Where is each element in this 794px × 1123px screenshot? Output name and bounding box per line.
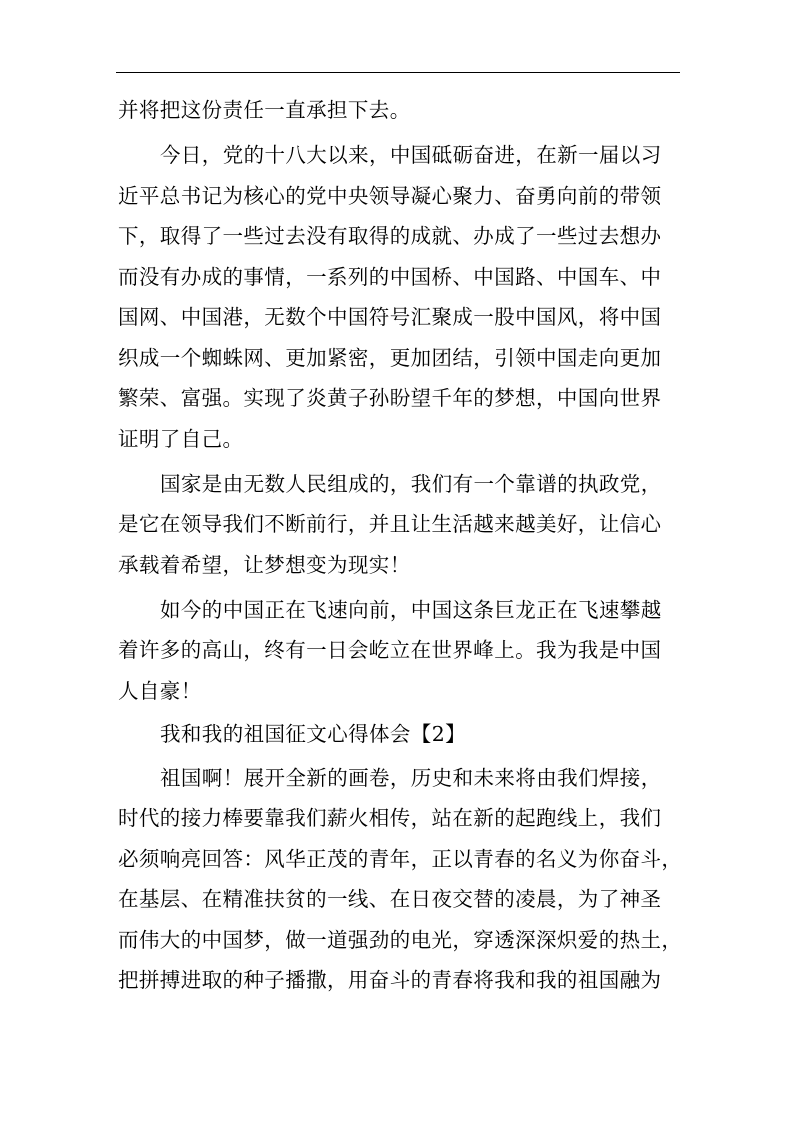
text-line: 而没有办成的事情，一系列的中国桥、中国路、中国车、中 — [118, 265, 662, 289]
text-line: 繁荣、富强。实现了炎黄子孙盼望千年的梦想，中国向世界 — [118, 386, 662, 410]
text-line: 织成一个蜘蛛网、更加紧密，更加团结，引领中国走向更加 — [118, 346, 662, 370]
text-line: 是它在领导我们不断前行，并且让生活越来越美好，让信心 — [118, 512, 662, 536]
text-line: 承载着希望，让梦想变为现实！ — [118, 553, 411, 577]
text-line: 而伟大的中国梦，做一道强劲的电光，穿透深深炽爱的热土， — [118, 928, 683, 952]
text-line: 国网、中国港，无数个中国符号汇聚成一股中国风，将中国 — [118, 305, 662, 329]
text-line: 把拼搏进取的种子播撒，用奋斗的青春将我和我的祖国融为 — [118, 968, 662, 992]
paragraph-start-line: 国家是由无数人民组成的，我们有一个靠谱的执政党， — [160, 472, 662, 496]
header-rule — [116, 72, 680, 73]
text-line: 并将把这份责任一直承担下去。 — [118, 98, 411, 122]
text-line: 证明了自己。 — [118, 427, 244, 451]
text-line: 近平总书记为核心的党中央领导凝心聚力、奋勇向前的带领 — [118, 184, 662, 208]
text-line: 人自豪！ — [118, 679, 202, 703]
text-line: 着许多的高山，终有一日会屹立在世界峰上。我为我是中国 — [118, 638, 662, 662]
paragraph-start-line: 祖国啊！展开全新的画卷，历史和未来将由我们焊接， — [160, 766, 662, 790]
paragraph-start-line: 如今的中国正在飞速向前，中国这条巨龙正在飞速攀越 — [160, 598, 662, 622]
text-line: 下，取得了一些过去没有取得的成就、办成了一些过去想办 — [118, 224, 662, 248]
paragraph-start-line: 今日，党的十八大以来，中国砥砺奋进，在新一届以习 — [160, 143, 662, 167]
text-line: 必须响亮回答：风华正茂的青年，正以青春的名义为你奋斗， — [118, 847, 683, 871]
text-line: 在基层、在精准扶贫的一线、在日夜交替的凌晨，为了神圣 — [118, 887, 662, 911]
section-heading: 我和我的祖国征文心得体会【2】 — [160, 722, 467, 746]
text-line: 时代的接力棒要靠我们薪火相传，站在新的起跑线上，我们 — [118, 806, 662, 830]
